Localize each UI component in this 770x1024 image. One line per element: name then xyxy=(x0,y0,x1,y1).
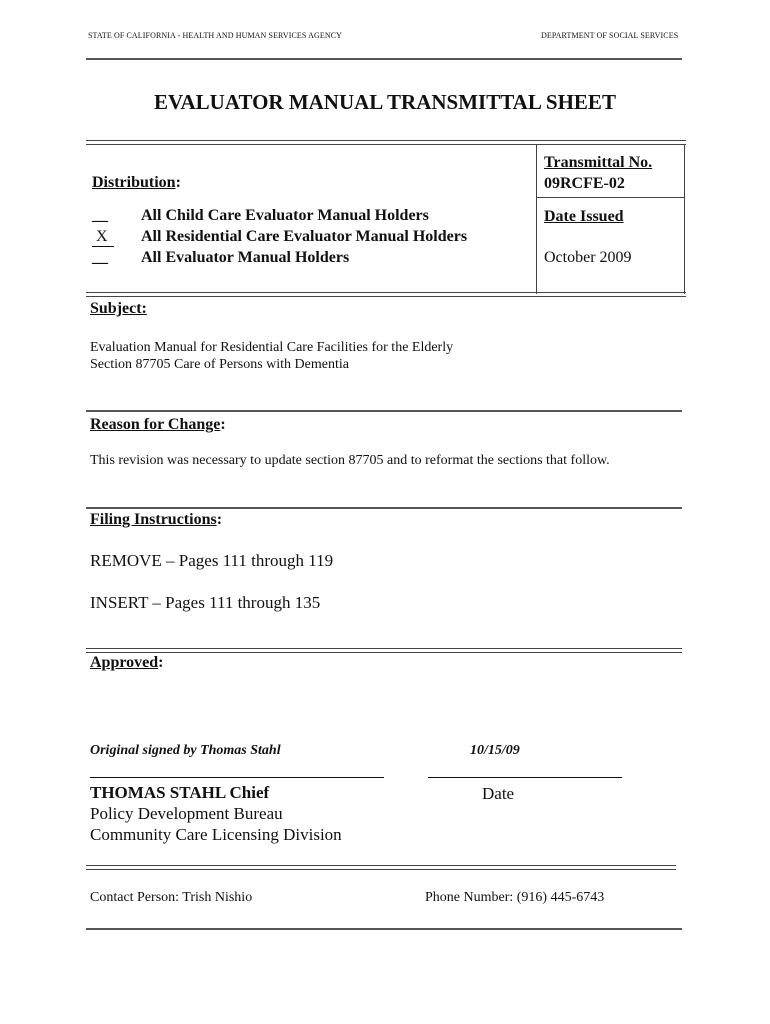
footer-divider xyxy=(86,928,682,930)
distribution-item-mark-3: __ xyxy=(92,249,108,266)
page-title: EVALUATOR MANUAL TRANSMITTAL SHEET xyxy=(154,90,616,114)
distribution-item-3: All Evaluator Manual Holders xyxy=(141,249,350,266)
header-department: DEPARTMENT OF SOCIAL SERVICES xyxy=(541,31,679,40)
date-caption: Date xyxy=(482,784,515,803)
subject-line-1: Evaluation Manual for Residential Care Facilities for the Elderly xyxy=(90,340,454,355)
contact-phone: Phone Number: (916) 445-6743 xyxy=(425,890,605,905)
date-line xyxy=(428,777,622,778)
box-divider xyxy=(536,144,537,294)
subject-heading: Subject: xyxy=(90,300,147,317)
distribution-item-1: All Child Care Evaluator Manual Holders xyxy=(141,207,429,224)
header-divider xyxy=(86,58,682,60)
transmittal-number: 09RCFE-02 xyxy=(544,175,625,192)
box-cell-divider xyxy=(537,197,684,198)
filing-insert: INSERT – Pages 111 through 135 xyxy=(90,593,321,612)
filing-heading: Filing Instructions: xyxy=(90,511,223,528)
box-right-border xyxy=(684,144,685,294)
filing-remove: REMOVE – Pages 111 through 119 xyxy=(90,551,334,570)
date-issued-label: Date Issued xyxy=(544,208,624,225)
signer-name: THOMAS STAHL Chief xyxy=(90,783,270,802)
signer-division: Community Care Licensing Division xyxy=(90,825,342,844)
signature-line xyxy=(90,777,384,778)
filing-divider xyxy=(86,507,682,509)
contact-divider xyxy=(86,865,676,870)
approved-heading: Approved: xyxy=(90,654,164,671)
signed-date: 10/15/09 xyxy=(470,743,520,758)
distribution-item-mark-1: __ xyxy=(92,207,108,224)
box-bottom-border xyxy=(86,292,686,297)
box-top-border xyxy=(86,140,686,145)
distribution-item-mark-2: X xyxy=(92,228,114,247)
transmittal-label: Transmittal No. xyxy=(544,154,653,171)
header-agency: STATE OF CALIFORNIA - HEALTH AND HUMAN SERVICES AGENCY xyxy=(88,31,343,40)
approved-divider xyxy=(86,648,682,653)
contact-person: Contact Person: Trish Nishio xyxy=(90,890,253,905)
distribution-item-2: All Residential Care Evaluator Manual Holders xyxy=(141,228,468,245)
date-issued-value: October 2009 xyxy=(544,249,632,266)
reason-text: This revision was necessary to update section 87705 and to reformat the sections that follow. xyxy=(90,453,610,468)
reason-divider xyxy=(86,410,682,412)
reason-heading: Reason for Change: xyxy=(90,416,226,433)
distribution-heading: Distribution: xyxy=(92,174,181,191)
signed-note: Original signed by Thomas Stahl xyxy=(90,743,281,758)
subject-line-2: Section 87705 Care of Persons with Dementia xyxy=(90,357,349,372)
signer-bureau: Policy Development Bureau xyxy=(90,804,283,823)
